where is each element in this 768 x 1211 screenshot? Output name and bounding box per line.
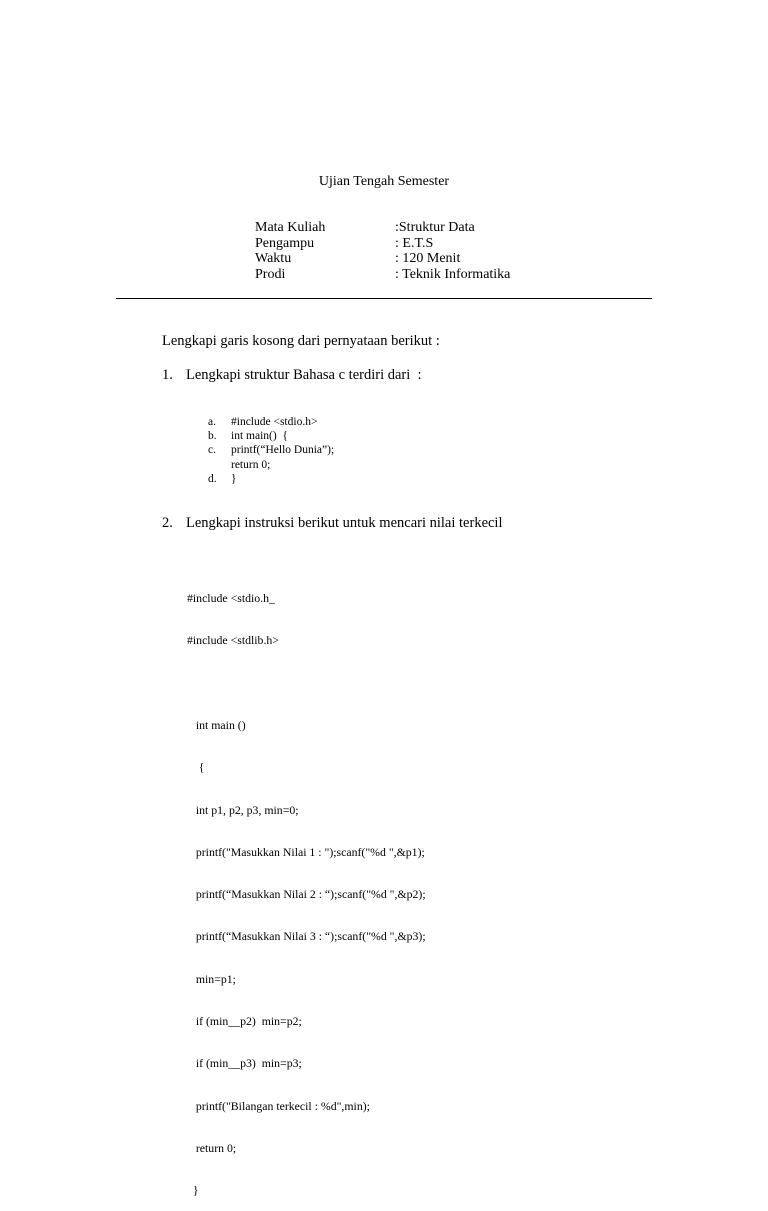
question-number: 2. (162, 515, 173, 531)
info-row-program (255, 267, 510, 283)
code-line: printf("Bilangan terkecil : %d",min); (187, 1098, 370, 1113)
list-item (208, 443, 334, 457)
info-label: Waktu (255, 251, 292, 266)
exam-info-table (255, 220, 510, 282)
info-label: Prodi (255, 266, 286, 282)
question-number: 1. (162, 367, 173, 383)
question-1 (162, 366, 422, 384)
info-row-time (255, 251, 510, 267)
list-item-letter: a. (208, 416, 216, 428)
list-item-text: printf(“Hello Dunia”); (231, 444, 335, 457)
header-divider (116, 298, 652, 299)
list-item-letter (208, 458, 231, 472)
info-label: Pengampu (255, 235, 315, 251)
instruction-text: Lengkapi garis kosong dari pernyataan berikut : (162, 333, 440, 349)
code-line: printf(“Masukkan Nilai 3 : “);scanf("%d ",&p3); (187, 929, 426, 944)
code-line: { (187, 760, 205, 775)
info-label: Mata Kuliah (255, 220, 326, 235)
list-item-letter: c. (208, 444, 216, 457)
code-line: min=p1; (187, 971, 236, 986)
list-item-letter: b. (208, 430, 217, 443)
code-line: printf("Masukkan Nilai 1 : ");scanf("%d ",&p1); (187, 844, 425, 859)
info-value: : Teknik Informatika (395, 266, 511, 282)
list-item-text: return 0; (231, 458, 271, 471)
question-text: Lengkapi instruksi berikut untuk mencari nilai terkecil (186, 515, 503, 531)
code-line: #include <stdio.h_ (187, 591, 275, 606)
question-1-list (208, 415, 334, 486)
info-row-lecturer (255, 236, 510, 252)
list-item-text: #include <stdio.h> (231, 416, 318, 428)
code-line: printf(“Masukkan Nilai 2 : “);scanf("%d ",&p2); (187, 887, 426, 902)
list-item (208, 458, 334, 472)
page-title: Ujian Tengah Semester (318, 174, 450, 189)
list-item-letter: d. (208, 472, 217, 485)
code-line: if (min__p2) min=p2; (187, 1014, 302, 1028)
code-block (187, 563, 426, 1211)
code-line: } (187, 1183, 199, 1198)
info-value: :Struktur Data (395, 220, 475, 235)
list-item (208, 415, 334, 429)
code-line: int main () (187, 718, 246, 733)
code-line: #include <stdlib.h> (187, 633, 279, 648)
code-line: if (min__p3) min=p3; (187, 1056, 302, 1071)
info-value: : 120 Menit (395, 251, 461, 266)
question-2 (162, 514, 503, 532)
info-value: : E.T.S (395, 235, 434, 251)
list-item (208, 472, 334, 486)
list-item-text: } (231, 472, 237, 485)
code-line (187, 676, 426, 690)
code-line: return 0; (187, 1140, 237, 1155)
question-text: Lengkapi struktur Bahasa c terdiri dari : (186, 367, 422, 383)
code-line: int p1, p2, p3, min=0; (187, 802, 299, 817)
info-row-subject (255, 220, 510, 236)
list-item-text: int main() { (231, 430, 288, 443)
list-item (208, 429, 334, 443)
